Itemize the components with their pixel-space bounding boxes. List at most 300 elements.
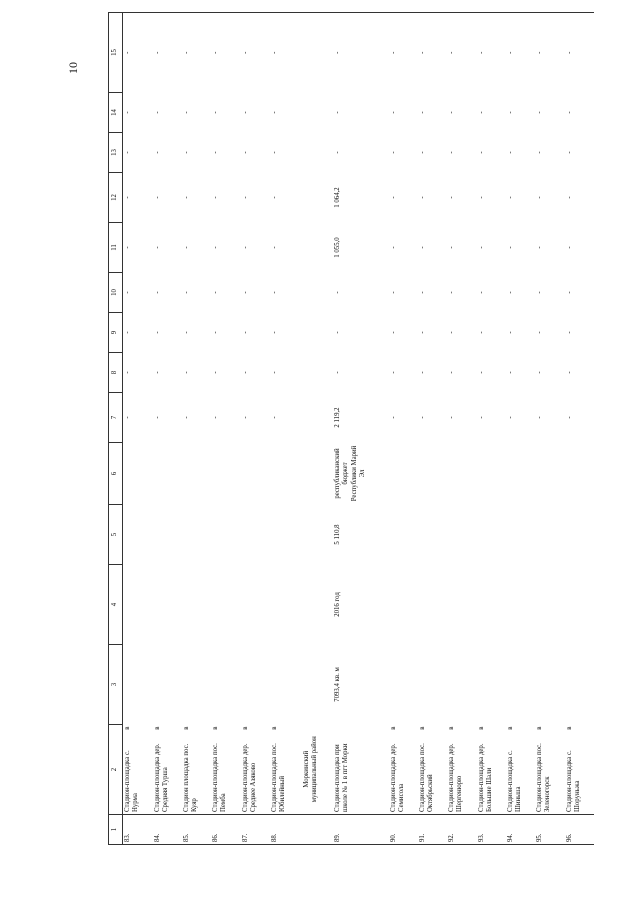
empty-cell <box>299 645 333 725</box>
table-row <box>447 13 476 845</box>
value-cell-col-7: - <box>506 416 514 419</box>
table-row <box>270 13 299 845</box>
facility-mark <box>334 727 350 731</box>
value-cell-col-13: - <box>536 151 544 154</box>
value-cell-col-3 <box>153 645 182 725</box>
value-cell-col-15: - <box>565 13 594 93</box>
value-cell-col-13: - <box>270 151 278 154</box>
value-cell-col-15: - <box>333 13 388 93</box>
empty-cell <box>299 93 333 133</box>
facility-name-wrap <box>390 727 406 813</box>
facility-name-cell <box>182 725 211 815</box>
value-cell-col-8: - <box>477 371 485 374</box>
value-cell-col-4 <box>447 565 476 645</box>
value-cell-col-10: - <box>419 291 427 294</box>
value-cell-col-11: - <box>565 246 573 249</box>
value-cell-col-5 <box>211 505 240 565</box>
value-cell-col-15: - <box>182 13 211 93</box>
row-number-cell: 89. <box>333 815 388 845</box>
value-cell-col-10: - <box>153 291 161 294</box>
value-cell-col-7: - <box>241 416 249 419</box>
value-cell-col-14: - <box>419 111 427 114</box>
facility-name: Стадион площадка пос. Куяр <box>182 743 199 812</box>
facility-name-cell <box>477 725 506 815</box>
column-number-header: 14 <box>109 93 123 133</box>
value-cell-col-8: - <box>270 371 278 374</box>
value-cell-col-5 <box>477 505 506 565</box>
value-cell-col-6: республиканский бюджет Республики Марий Эл <box>334 445 366 502</box>
value-cell-col-6 <box>153 443 182 505</box>
value-cell-col-4 <box>270 565 299 645</box>
facility-name-wrap <box>536 727 552 813</box>
value-cell-col-12: - <box>506 196 514 199</box>
column-number-row <box>109 13 123 845</box>
value-cell-col-11: - <box>182 246 190 249</box>
value-cell-col-6 <box>535 443 564 505</box>
value-cell-col-9: - <box>212 331 220 334</box>
value-cell-col-12: - <box>153 196 161 199</box>
value-cell-col-10: - <box>212 291 220 294</box>
value-cell-col-4 <box>389 565 418 645</box>
table-row <box>241 13 270 845</box>
value-cell-col-7: - <box>565 416 573 419</box>
value-cell-col-7: - <box>212 416 220 419</box>
value-cell-col-3 <box>123 645 153 725</box>
facility-mark: в <box>419 726 427 730</box>
value-cell-col-6 <box>389 443 418 505</box>
value-cell-col-5 <box>123 505 153 565</box>
facility-mark: в <box>153 726 161 730</box>
value-cell-col-8: - <box>334 371 342 374</box>
value-cell-col-6 <box>123 443 153 505</box>
rotated-table-container <box>108 13 594 845</box>
facility-name: Стадион-площадка дер. Семисола <box>389 743 405 812</box>
value-cell-col-10: - <box>506 291 514 294</box>
value-cell-col-12: - <box>124 196 131 199</box>
facility-name-wrap <box>183 727 199 813</box>
value-cell-col-12: - <box>389 196 397 199</box>
value-cell-col-14: - <box>182 111 190 114</box>
value-cell-col-10: - <box>270 291 278 294</box>
facility-name-wrap <box>271 727 287 813</box>
facility-name: Стадион-площадка с. Шоруньжа <box>565 750 581 812</box>
facility-mark: в <box>182 726 190 730</box>
facility-mark: в <box>270 726 278 730</box>
value-cell-col-4 <box>182 565 211 645</box>
row-number-cell: 92. <box>447 815 476 845</box>
facility-mark: в <box>212 726 220 730</box>
value-cell-col-3 <box>535 645 564 725</box>
facility-name-cell <box>123 725 153 815</box>
value-cell-col-13: - <box>182 151 190 154</box>
value-cell-col-14: - <box>389 111 397 114</box>
table-row <box>418 13 447 845</box>
value-cell-col-11: - <box>477 246 485 249</box>
facility-name-wrap <box>448 727 464 813</box>
row-number-cell: 85. <box>182 815 211 845</box>
value-cell-col-14: - <box>124 111 131 114</box>
value-cell-col-9: - <box>477 331 485 334</box>
value-cell-col-9: - <box>334 331 342 334</box>
value-cell-col-9: - <box>241 331 249 334</box>
value-cell-col-3 <box>565 645 594 725</box>
value-cell-col-9: - <box>270 331 278 334</box>
facility-name-wrap <box>154 727 170 813</box>
facility-mark: в <box>389 726 397 730</box>
column-number-header: 3 <box>109 645 123 725</box>
value-cell-col-14: - <box>477 111 485 114</box>
value-cell-col-10: - <box>565 291 573 294</box>
row-number-cell: 90. <box>389 815 418 845</box>
table-row <box>123 13 153 845</box>
value-cell-col-12: - <box>419 196 427 199</box>
value-cell-col-10: - <box>182 291 190 294</box>
value-cell-col-8: - <box>506 371 514 374</box>
row-number-cell: 84. <box>153 815 182 845</box>
value-cell-col-9: - <box>153 331 161 334</box>
value-cell-col-10: - <box>536 291 544 294</box>
value-cell-col-9: - <box>124 331 131 334</box>
facility-name: Стадион-площадка дер. Средняя Турша <box>153 743 169 812</box>
facility-mark: в <box>241 726 249 730</box>
column-number-header: 5 <box>109 505 123 565</box>
column-number-header: 6 <box>109 443 123 505</box>
value-cell-col-8: - <box>448 371 456 374</box>
value-cell-col-5 <box>565 505 594 565</box>
value-cell-col-5 <box>182 505 211 565</box>
value-cell-col-5 <box>270 505 299 565</box>
table-row <box>565 13 594 845</box>
table-row <box>389 13 418 845</box>
facility-name: Стадион-площадка дер. Большие Шали <box>477 743 493 812</box>
value-cell-col-5 <box>241 505 270 565</box>
value-cell-col-11: - <box>270 246 278 249</box>
row-number-cell: 91. <box>418 815 447 845</box>
value-cell-col-3 <box>447 645 476 725</box>
row-number-cell: 86. <box>211 815 240 845</box>
value-cell-col-5 <box>506 505 535 565</box>
facility-name-wrap <box>478 727 494 813</box>
value-cell-col-6 <box>565 443 594 505</box>
table-row <box>535 13 564 845</box>
value-cell-col-4: 2016 год <box>334 592 342 617</box>
empty-cell <box>299 353 333 393</box>
value-cell-col-7: - <box>448 416 456 419</box>
value-cell-col-15: - <box>535 13 564 93</box>
facility-name: Стадион-площадка с. Шиньша <box>506 750 523 812</box>
value-cell-col-8: - <box>419 371 427 374</box>
value-cell-col-6 <box>241 443 270 505</box>
facility-mark: в <box>565 726 573 730</box>
empty-cell <box>299 173 333 223</box>
value-cell-col-12: - <box>241 196 249 199</box>
value-cell-col-5 <box>447 505 476 565</box>
facility-mark: в <box>536 726 544 730</box>
facility-name-cell <box>418 725 447 815</box>
column-number-header: 11 <box>109 223 123 273</box>
value-cell-col-10: - <box>241 291 249 294</box>
column-number-header: 8 <box>109 353 123 393</box>
page-number: 10 <box>66 62 80 74</box>
facility-name: Стадион-площадка пос. Октябрьский <box>419 743 435 812</box>
table-body <box>123 13 595 845</box>
value-cell-col-8: - <box>124 371 131 374</box>
value-cell-col-6 <box>447 443 476 505</box>
value-cell-col-12: - <box>536 196 544 199</box>
column-number-header: 9 <box>109 313 123 353</box>
value-cell-col-15: - <box>418 13 447 93</box>
value-cell-col-4 <box>153 565 182 645</box>
value-cell-col-9: - <box>536 331 544 334</box>
empty-cell <box>299 393 333 443</box>
value-cell-col-15: - <box>241 13 270 93</box>
value-cell-col-3 <box>270 645 299 725</box>
value-cell-col-3 <box>506 645 535 725</box>
empty-cell <box>299 223 333 273</box>
value-cell-col-8: - <box>212 371 220 374</box>
column-number-header: 10 <box>109 273 123 313</box>
value-cell-col-4 <box>535 565 564 645</box>
value-cell-col-14: - <box>270 111 278 114</box>
value-cell-col-11: - <box>448 246 456 249</box>
value-cell-col-14: - <box>506 111 514 114</box>
value-cell-col-12: - <box>270 196 278 199</box>
value-cell-col-13: - <box>419 151 427 154</box>
value-cell-col-7: - <box>270 416 278 419</box>
facility-name-wrap <box>419 727 435 813</box>
value-cell-col-11: - <box>212 246 220 249</box>
value-cell-col-7: - <box>182 416 190 419</box>
value-cell-col-4 <box>241 565 270 645</box>
facility-mark: в <box>448 726 456 730</box>
row-number-cell: 93. <box>477 815 506 845</box>
empty-cell <box>299 133 333 173</box>
district-name: Моркинский муниципальный район <box>303 736 319 803</box>
value-cell-col-13: - <box>477 151 485 154</box>
value-cell-col-11: 1 055,0 <box>334 237 342 258</box>
value-cell-col-15: - <box>447 13 476 93</box>
facility-mark: в <box>506 726 514 730</box>
value-cell-col-14: - <box>212 111 220 114</box>
value-cell-col-13: - <box>334 151 342 154</box>
value-cell-col-14: - <box>536 111 544 114</box>
facility-name-wrap <box>334 727 350 813</box>
value-cell-col-15: - <box>123 13 153 93</box>
value-cell-col-4 <box>506 565 535 645</box>
value-cell-col-14: - <box>565 111 573 114</box>
value-cell-col-15: - <box>270 13 299 93</box>
value-cell-col-8: - <box>182 371 190 374</box>
empty-cell <box>299 505 333 565</box>
facility-name-wrap <box>566 727 582 813</box>
row-number-cell <box>299 815 333 845</box>
row-number-cell: 87. <box>241 815 270 845</box>
value-cell-col-7: - <box>389 416 397 419</box>
value-cell-col-11: - <box>536 246 544 249</box>
value-cell-col-8: - <box>565 371 573 374</box>
value-cell-col-10: - <box>334 291 342 294</box>
column-number-header: 4 <box>109 565 123 645</box>
facility-name-wrap <box>124 727 140 813</box>
value-cell-col-12: - <box>448 196 456 199</box>
value-cell-col-9: - <box>506 331 514 334</box>
value-cell-col-6 <box>506 443 535 505</box>
value-cell-col-8: - <box>241 371 249 374</box>
value-cell-col-5 <box>418 505 447 565</box>
value-cell-col-5: 5 110,8 <box>334 524 342 545</box>
value-cell-col-7: - <box>124 416 131 419</box>
value-cell-col-15: - <box>477 13 506 93</box>
value-cell-col-3 <box>418 645 447 725</box>
value-cell-col-9: - <box>182 331 190 334</box>
empty-cell <box>299 443 333 505</box>
facility-name-cell <box>535 725 564 815</box>
value-cell-col-8: - <box>536 371 544 374</box>
value-cell-col-7: 2 119,2 <box>334 407 342 428</box>
value-cell-col-13: - <box>241 151 249 154</box>
facility-name-cell <box>153 725 182 815</box>
value-cell-col-15: - <box>153 13 182 93</box>
value-cell-col-9: - <box>389 331 397 334</box>
table-row <box>333 13 388 845</box>
facility-mark: в <box>124 726 131 730</box>
table-row <box>506 13 535 845</box>
column-number-header: 7 <box>109 393 123 443</box>
facilities-table <box>108 12 594 845</box>
facility-name-cell <box>241 725 270 815</box>
value-cell-col-4 <box>565 565 594 645</box>
value-cell-col-4 <box>123 565 153 645</box>
empty-cell <box>299 313 333 353</box>
value-cell-col-10: - <box>124 291 131 294</box>
value-cell-col-13: - <box>212 151 220 154</box>
value-cell-col-5 <box>535 505 564 565</box>
facility-name-cell <box>211 725 240 815</box>
value-cell-col-15: - <box>211 13 240 93</box>
value-cell-col-3: 7093,4 кв. м <box>334 667 342 702</box>
column-number-header: 15 <box>109 13 123 93</box>
facility-name-cell <box>506 725 535 815</box>
value-cell-col-6 <box>182 443 211 505</box>
value-cell-col-14: - <box>334 111 342 114</box>
value-cell-col-3 <box>389 645 418 725</box>
value-cell-col-7: - <box>419 416 427 419</box>
empty-cell <box>299 13 333 93</box>
value-cell-col-10: - <box>448 291 456 294</box>
value-cell-col-3 <box>211 645 240 725</box>
facility-name-cell <box>389 725 418 815</box>
facility-name-cell <box>447 725 476 815</box>
facility-name: Стадион-площадка пос. Зеленогорск <box>536 743 552 812</box>
column-number-header: 12 <box>109 173 123 223</box>
value-cell-col-3 <box>241 645 270 725</box>
value-cell-col-7: - <box>477 416 485 419</box>
column-number-header: 13 <box>109 133 123 173</box>
value-cell-col-9: - <box>565 331 573 334</box>
value-cell-col-13: - <box>506 151 514 154</box>
value-cell-col-14: - <box>153 111 161 114</box>
value-cell-col-11: - <box>241 246 249 249</box>
facility-name: Стадион-площадка пос. Юбилейный <box>270 743 287 812</box>
value-cell-col-6 <box>418 443 447 505</box>
empty-cell <box>299 273 333 313</box>
district-subheader-row <box>299 13 333 845</box>
facility-name: Стадион-площадка с. Нурма <box>124 750 140 812</box>
value-cell-col-9: - <box>448 331 456 334</box>
value-cell-col-14: - <box>241 111 249 114</box>
column-number-header: 1 <box>109 815 123 845</box>
row-number-cell: 83. <box>123 815 153 845</box>
value-cell-col-11: - <box>506 246 514 249</box>
value-cell-col-7: - <box>536 416 544 419</box>
table-row <box>211 13 240 845</box>
table-row <box>153 13 182 845</box>
value-cell-col-13: - <box>389 151 397 154</box>
value-cell-col-12: - <box>182 196 190 199</box>
value-cell-col-11: - <box>419 246 427 249</box>
value-cell-col-3 <box>477 645 506 725</box>
value-cell-col-8: - <box>389 371 397 374</box>
value-cell-col-10: - <box>389 291 397 294</box>
value-cell-col-12: - <box>565 196 573 199</box>
value-cell-col-3 <box>182 645 211 725</box>
value-cell-col-4 <box>477 565 506 645</box>
value-cell-col-14: - <box>448 111 456 114</box>
facility-name-cell <box>565 725 594 815</box>
facility-name: Стадион-площадка при школе № 1 в пгт Морки <box>334 743 350 812</box>
value-cell-col-9: - <box>419 331 427 334</box>
value-cell-col-11: - <box>124 246 131 249</box>
value-cell-col-6 <box>477 443 506 505</box>
value-cell-col-8: - <box>153 371 161 374</box>
value-cell-col-6 <box>270 443 299 505</box>
value-cell-col-5 <box>153 505 182 565</box>
value-cell-col-11: - <box>153 246 161 249</box>
table-row <box>477 13 506 845</box>
facility-name-wrap <box>212 727 228 813</box>
value-cell-col-4 <box>211 565 240 645</box>
row-number-cell: 94. <box>506 815 535 845</box>
facility-name-cell <box>270 725 299 815</box>
value-cell-col-13: - <box>124 151 131 154</box>
value-cell-col-10: - <box>477 291 485 294</box>
value-cell-col-12: - <box>212 196 220 199</box>
value-cell-col-13: - <box>153 151 161 154</box>
facility-name-wrap <box>507 727 523 813</box>
facility-mark: в <box>477 726 485 730</box>
value-cell-col-4 <box>418 565 447 645</box>
value-cell-col-12: - <box>477 196 485 199</box>
facility-name: Стадион-площадка пос. Пемба <box>212 743 228 812</box>
value-cell-col-13: - <box>448 151 456 154</box>
facility-name: Стадион-площадка дер. Среднее Азяково <box>241 743 257 812</box>
facility-name-cell <box>333 725 388 815</box>
table-row <box>182 13 211 845</box>
empty-cell <box>299 565 333 645</box>
value-cell-col-12: 1 064,2 <box>334 187 342 208</box>
row-number-cell: 95. <box>535 815 564 845</box>
value-cell-col-7: - <box>153 416 161 419</box>
facility-name-wrap <box>242 727 258 813</box>
value-cell-col-11: - <box>389 246 397 249</box>
row-number-cell: 88. <box>270 815 299 845</box>
value-cell-col-6 <box>211 443 240 505</box>
facility-name: Стадион-площадка дер. Шергенюрю <box>448 743 464 812</box>
value-cell-col-15: - <box>389 13 418 93</box>
row-number-cell: 96. <box>565 815 594 845</box>
value-cell-col-15: - <box>506 13 535 93</box>
column-number-header: 2 <box>109 725 123 815</box>
